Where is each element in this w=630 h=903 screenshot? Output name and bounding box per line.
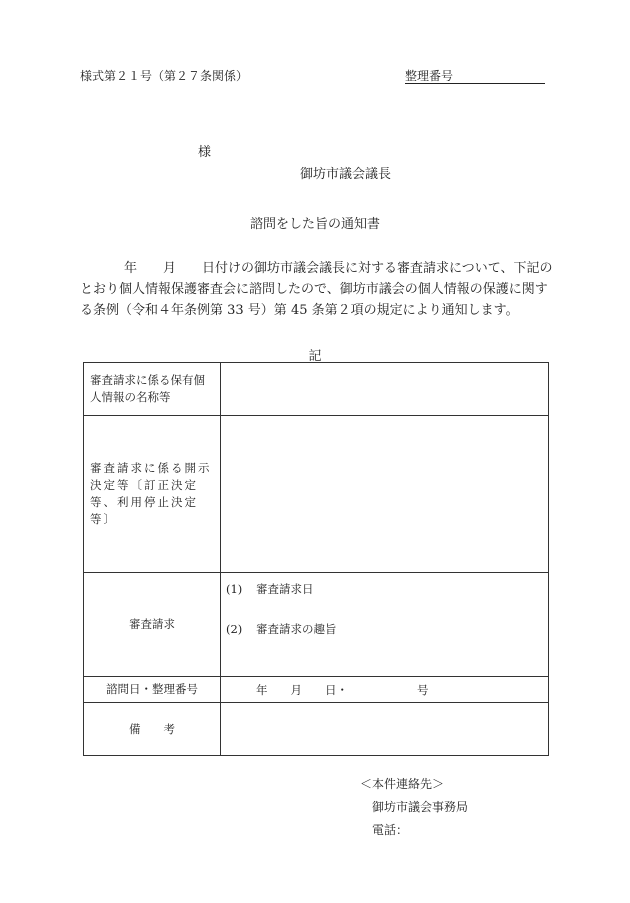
row-label-disclosure-decision: 審査請求に係る開示決定等〔訂正決定等、利用停止決定等〕 — [84, 416, 221, 573]
reference-number-blank[interactable] — [453, 71, 545, 84]
contact-heading: ＜本件連絡先＞ — [360, 777, 445, 791]
review-item-date: (1) 審査請求日 — [226, 582, 314, 596]
reference-number-label: 整理番号 — [405, 69, 454, 83]
row-value-review-request[interactable] — [221, 573, 549, 677]
row-value-inquiry-date[interactable]: 年 月 日・ 号 — [221, 677, 549, 703]
table-row — [84, 703, 549, 756]
row-value-disclosure-decision[interactable] — [221, 416, 549, 573]
notice-body-text: 年 月 日付けの御坊市議会議長に対する審査請求について、下記のとおり個人情報保護審査会に諮問したので、御坊市議会の個人情報の保護に関する条例（令和４年条例第 33 号）第 45 条第２項の規定により通知します。 — [80, 261, 553, 318]
sender: 御坊市議会議長 — [300, 167, 392, 182]
table-row — [84, 416, 549, 573]
table-row — [84, 573, 549, 677]
row-value-remarks[interactable] — [221, 703, 549, 756]
reference-number-field — [405, 67, 545, 84]
row-value-personal-info[interactable] — [221, 363, 549, 416]
details-table — [83, 362, 549, 756]
notice-body — [80, 258, 555, 321]
contact-office: 御坊市議会事務局 — [372, 800, 469, 814]
row-label-inquiry-date: 諮問日・整理番号 — [84, 677, 221, 703]
row-label-review-request: 審査請求 — [84, 573, 221, 677]
table-row — [84, 677, 549, 703]
form-number: 様式第２１号（第２７条関係） — [80, 69, 249, 83]
row-label-remarks: 備 考 — [84, 703, 221, 756]
contact-block — [360, 773, 468, 842]
review-item-purpose: (2) 審査請求の趣旨 — [226, 622, 337, 636]
addressee-suffix: 様 — [198, 145, 212, 160]
document-title: 諮問をした旨の通知書 — [249, 217, 380, 232]
contact-phone: 電話： — [372, 823, 409, 837]
row-label-personal-info: 審査請求に係る保有個人情報の名称等 — [84, 363, 221, 416]
ki-heading: 記 — [308, 349, 322, 364]
table-row — [84, 363, 549, 416]
